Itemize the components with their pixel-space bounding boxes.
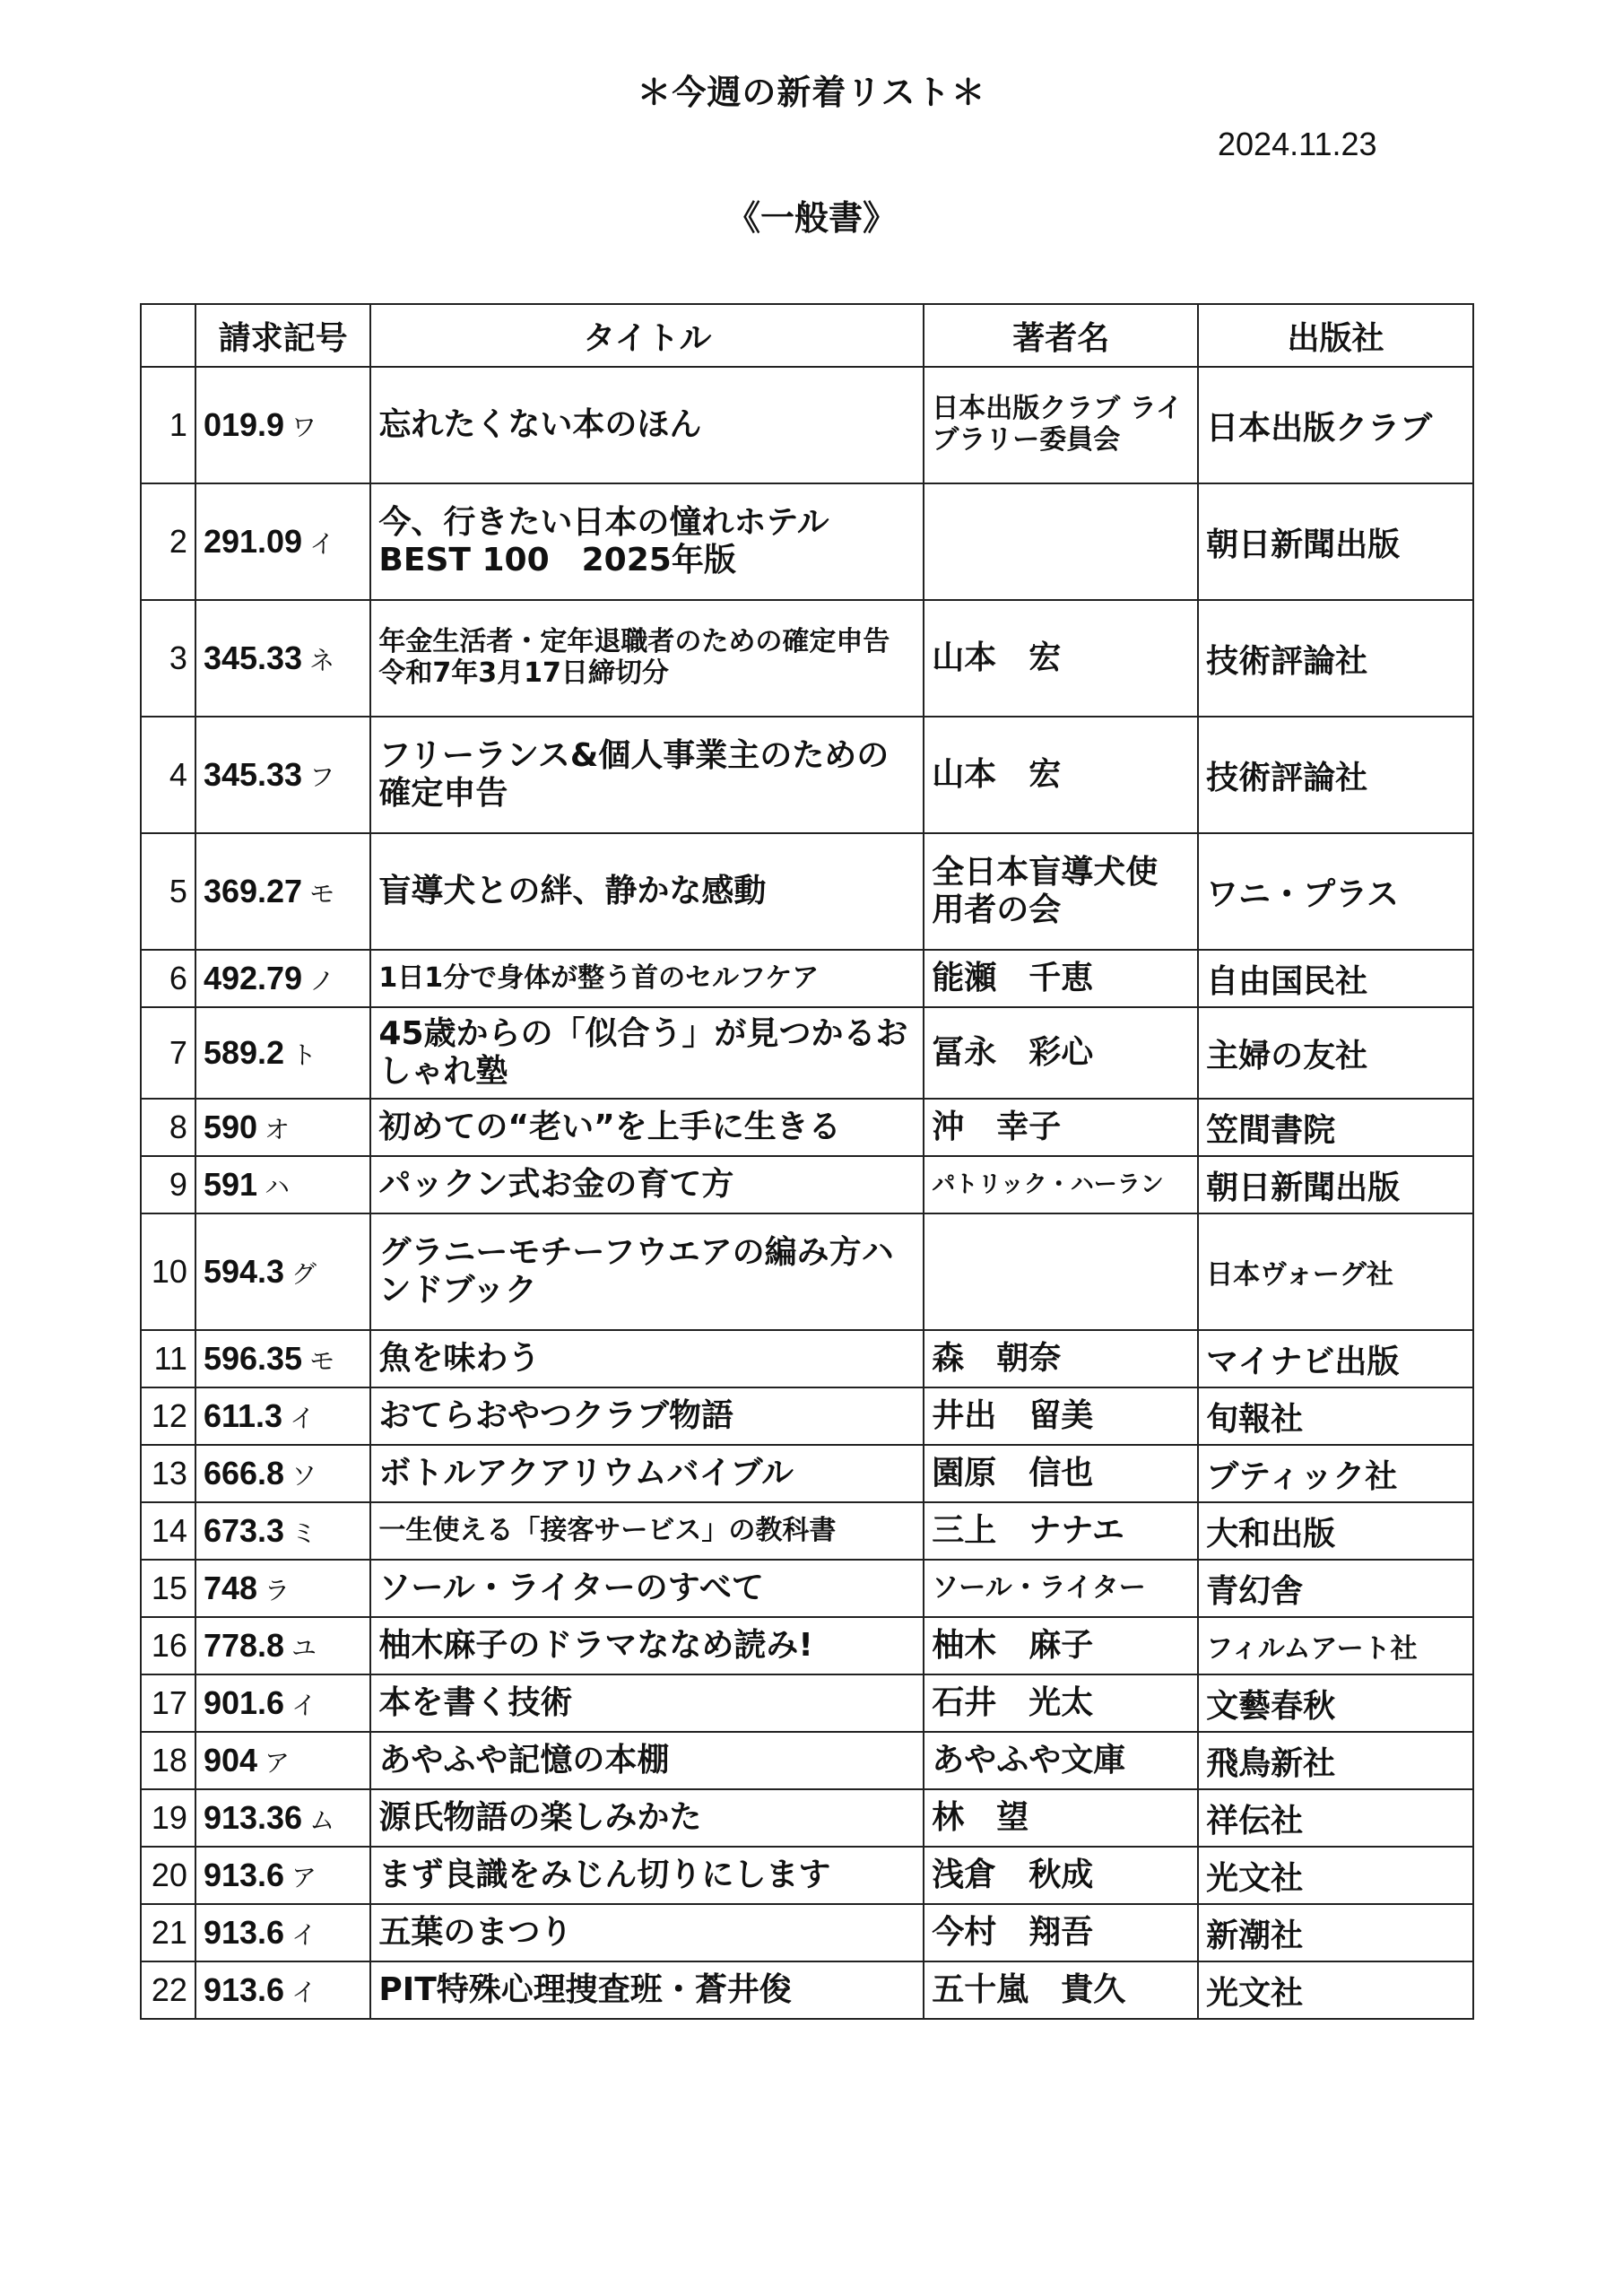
call-number <box>195 1904 370 1961</box>
row-number: 3 <box>141 600 195 717</box>
table-row <box>141 1099 1473 1156</box>
call-number <box>195 1560 370 1617</box>
book-publisher: 光文社 <box>1198 1847 1473 1904</box>
book-title: 魚を味わう <box>370 1330 924 1387</box>
header-author: 著者名 <box>924 304 1198 367</box>
call-number <box>195 1099 370 1156</box>
book-publisher: 自由国民社 <box>1198 950 1473 1007</box>
row-number: 13 <box>141 1445 195 1502</box>
book-author: 山本 宏 <box>924 600 1198 717</box>
classification-number: 748 <box>203 1570 258 1606</box>
book-author: ソール・ライター <box>924 1560 1198 1617</box>
author-mark: グ <box>291 1260 317 1288</box>
book-title: フリーランス&個人事業主のための確定申告 <box>370 717 924 833</box>
book-title: 45歳からの「似合う」が見つかるおしゃれ塾 <box>370 1007 924 1099</box>
list-date: 2024.11.23 <box>1218 126 1377 162</box>
call-number <box>195 1330 370 1387</box>
call-number <box>195 1617 370 1674</box>
row-number: 10 <box>141 1213 195 1330</box>
classification-number: 369.27 <box>203 873 303 909</box>
classification-number: 778.8 <box>203 1627 285 1664</box>
author-mark: イ <box>309 530 335 558</box>
book-author: 五十嵐 貴久 <box>924 1961 1198 2019</box>
classification-number: 673.3 <box>203 1512 285 1549</box>
book-publisher: フィルムアート社 <box>1198 1617 1473 1674</box>
table-row <box>141 833 1473 950</box>
table-header-row <box>141 304 1473 367</box>
row-number: 11 <box>141 1330 195 1387</box>
table-row <box>141 1789 1473 1847</box>
author-mark: ワ <box>291 413 317 441</box>
book-title: ソール・ライターのすべて <box>370 1560 924 1617</box>
call-number <box>195 950 370 1007</box>
table-row <box>141 1904 1473 1961</box>
classification-number: 904 <box>203 1742 258 1779</box>
classification-number: 291.09 <box>203 523 303 560</box>
book-publisher: 文藝春秋 <box>1198 1674 1473 1732</box>
header-call-number: 請求記号 <box>195 304 370 367</box>
table-row <box>141 1007 1473 1099</box>
section-title: 《一般書》 <box>725 198 897 238</box>
book-title: まず良識をみじん切りにします <box>370 1847 924 1904</box>
author-mark: ネ <box>309 647 335 674</box>
classification-number: 594.3 <box>203 1253 285 1290</box>
author-mark: モ <box>309 1347 335 1375</box>
book-author: 沖 幸子 <box>924 1099 1198 1156</box>
classification-number: 901.6 <box>203 1684 285 1721</box>
table-row <box>141 1445 1473 1502</box>
call-number <box>195 1502 370 1560</box>
call-number <box>195 833 370 950</box>
row-number: 14 <box>141 1502 195 1560</box>
call-number <box>195 1156 370 1213</box>
call-number <box>195 600 370 717</box>
book-publisher: 笠間書院 <box>1198 1099 1473 1156</box>
book-title: 柚木麻子のドラマななめ読み! <box>370 1617 924 1674</box>
row-number: 1 <box>141 367 195 483</box>
author-mark: ユ <box>291 1634 317 1662</box>
call-number <box>195 367 370 483</box>
book-author: 石井 光太 <box>924 1674 1198 1732</box>
call-number <box>195 1847 370 1904</box>
classification-number: 591 <box>203 1166 258 1203</box>
book-title: PIT特殊心理捜査班・蒼井俊 <box>370 1961 924 2019</box>
author-mark: イ <box>291 1692 317 1719</box>
book-author: 山本 宏 <box>924 717 1198 833</box>
book-publisher: 朝日新聞出版 <box>1198 1156 1473 1213</box>
table-row <box>141 1961 1473 2019</box>
book-publisher: 日本出版クラブ <box>1198 367 1473 483</box>
row-number: 2 <box>141 483 195 600</box>
book-title: 年金生活者・定年退職者のための確定申告 令和7年3月17日締切分 <box>370 600 924 717</box>
author-mark: ノ <box>309 967 335 995</box>
row-number: 22 <box>141 1961 195 2019</box>
author-mark: イ <box>290 1405 316 1432</box>
book-author: 柚木 麻子 <box>924 1617 1198 1674</box>
book-title: 今、行きたい日本の憧れホテル BEST 100 2025年版 <box>370 483 924 600</box>
book-title: おてらおやつクラブ物語 <box>370 1387 924 1445</box>
row-number: 18 <box>141 1732 195 1789</box>
book-title: ボトルアクアリウムバイブル <box>370 1445 924 1502</box>
row-number: 17 <box>141 1674 195 1732</box>
book-author: 三上 ナナエ <box>924 1502 1198 1560</box>
row-number: 8 <box>141 1099 195 1156</box>
book-author: 林 望 <box>924 1789 1198 1847</box>
table-row <box>141 367 1473 483</box>
call-number <box>195 1387 370 1445</box>
header-title: タイトル <box>370 304 924 367</box>
row-number: 9 <box>141 1156 195 1213</box>
book-publisher: 青幻舎 <box>1198 1560 1473 1617</box>
book-publisher: 朝日新聞出版 <box>1198 483 1473 600</box>
book-title: 源氏物語の楽しみかた <box>370 1789 924 1847</box>
new-arrivals-table <box>140 303 1474 2020</box>
classification-number: 590 <box>203 1109 258 1145</box>
book-author: 日本出版クラブ ライブラリー委員会 <box>924 367 1198 483</box>
book-author <box>924 1213 1198 1330</box>
row-number: 21 <box>141 1904 195 1961</box>
row-number: 7 <box>141 1007 195 1099</box>
author-mark: ア <box>265 1749 291 1777</box>
row-number: 5 <box>141 833 195 950</box>
table-row <box>141 1560 1473 1617</box>
book-title: グラニーモチーフウエアの編み方ハンドブック <box>370 1213 924 1330</box>
classification-number: 913.6 <box>203 1857 285 1893</box>
book-title: あやふや記憶の本棚 <box>370 1732 924 1789</box>
book-publisher: 旬報社 <box>1198 1387 1473 1445</box>
classification-number: 345.33 <box>203 639 303 676</box>
table-row <box>141 1847 1473 1904</box>
table-row <box>141 1387 1473 1445</box>
table-row <box>141 600 1473 717</box>
author-mark: ト <box>291 1041 317 1069</box>
author-mark: イ <box>291 1979 317 2006</box>
call-number <box>195 1961 370 2019</box>
classification-number: 666.8 <box>203 1455 285 1492</box>
call-number <box>195 1213 370 1330</box>
table-row <box>141 1156 1473 1213</box>
call-number <box>195 1789 370 1847</box>
classification-number: 596.35 <box>203 1340 303 1377</box>
book-author: 全日本盲導犬使用者の会 <box>924 833 1198 950</box>
call-number <box>195 1007 370 1099</box>
classification-number: 913.6 <box>203 1914 285 1951</box>
book-publisher: マイナビ出版 <box>1198 1330 1473 1387</box>
author-mark: ア <box>291 1864 317 1892</box>
book-title: 本を書く技術 <box>370 1674 924 1732</box>
book-publisher: ワニ・プラス <box>1198 833 1473 950</box>
row-number: 20 <box>141 1847 195 1904</box>
row-number: 4 <box>141 717 195 833</box>
book-author: 能瀬 千恵 <box>924 950 1198 1007</box>
book-author: パトリック・ハーラン <box>924 1156 1198 1213</box>
page-title: ＊今週の新着リスト＊ <box>637 73 986 112</box>
call-number <box>195 1732 370 1789</box>
row-number: 15 <box>141 1560 195 1617</box>
book-author: 今村 翔吾 <box>924 1904 1198 1961</box>
book-publisher: 日本ヴォーグ社 <box>1198 1213 1473 1330</box>
author-mark: イ <box>291 1921 317 1949</box>
table-row <box>141 1617 1473 1674</box>
book-publisher: 技術評論社 <box>1198 717 1473 833</box>
table-row <box>141 1674 1473 1732</box>
table-row <box>141 717 1473 833</box>
call-number <box>195 717 370 833</box>
author-mark: フ <box>309 763 335 791</box>
table-row <box>141 1732 1473 1789</box>
call-number <box>195 483 370 600</box>
book-publisher: ブティック社 <box>1198 1445 1473 1502</box>
book-publisher: 光文社 <box>1198 1961 1473 2019</box>
author-mark: ソ <box>291 1462 317 1490</box>
book-author: 冨永 彩心 <box>924 1007 1198 1099</box>
row-number: 16 <box>141 1617 195 1674</box>
book-author: あやふや文庫 <box>924 1732 1198 1789</box>
table-row <box>141 950 1473 1007</box>
book-author <box>924 483 1198 600</box>
author-mark: ラ <box>265 1577 291 1605</box>
row-number: 6 <box>141 950 195 1007</box>
author-mark: ハ <box>265 1173 291 1201</box>
table-row <box>141 1330 1473 1387</box>
classification-number: 913.6 <box>203 1971 285 2008</box>
book-author: 浅倉 秋成 <box>924 1847 1198 1904</box>
book-title: 初めての“老い”を上手に生きる <box>370 1099 924 1156</box>
book-publisher: 新潮社 <box>1198 1904 1473 1961</box>
classification-number: 492.79 <box>203 960 303 996</box>
table-row <box>141 1502 1473 1560</box>
classification-number: 913.36 <box>203 1799 303 1836</box>
book-title: パックン式お金の育て方 <box>370 1156 924 1213</box>
row-number: 19 <box>141 1789 195 1847</box>
book-author: 森 朝奈 <box>924 1330 1198 1387</box>
header-publisher: 出版社 <box>1198 304 1473 367</box>
classification-number: 345.33 <box>203 756 303 793</box>
author-mark: モ <box>309 880 335 908</box>
book-publisher: 飛鳥新社 <box>1198 1732 1473 1789</box>
classification-number: 611.3 <box>203 1397 283 1434</box>
book-publisher: 技術評論社 <box>1198 600 1473 717</box>
book-title: 1日1分で身体が整う首のセルフケア <box>370 950 924 1007</box>
row-number: 12 <box>141 1387 195 1445</box>
classification-number: 019.9 <box>203 406 285 443</box>
book-publisher: 祥伝社 <box>1198 1789 1473 1847</box>
header-number <box>141 304 195 367</box>
author-mark: ミ <box>291 1519 317 1547</box>
author-mark: ム <box>309 1806 335 1834</box>
book-publisher: 大和出版 <box>1198 1502 1473 1560</box>
call-number <box>195 1674 370 1732</box>
book-title: 一生使える「接客サービス」の教科書 <box>370 1502 924 1560</box>
book-title: 五葉のまつり <box>370 1904 924 1961</box>
author-mark: オ <box>265 1116 291 1144</box>
book-publisher: 主婦の友社 <box>1198 1007 1473 1099</box>
table-row <box>141 483 1473 600</box>
book-title: 忘れたくない本のほん <box>370 367 924 483</box>
book-author: 井出 留美 <box>924 1387 1198 1445</box>
table-row <box>141 1213 1473 1330</box>
book-author: 園原 信也 <box>924 1445 1198 1502</box>
classification-number: 589.2 <box>203 1034 285 1071</box>
book-title: 盲導犬との絆、静かな感動 <box>370 833 924 950</box>
call-number <box>195 1445 370 1502</box>
